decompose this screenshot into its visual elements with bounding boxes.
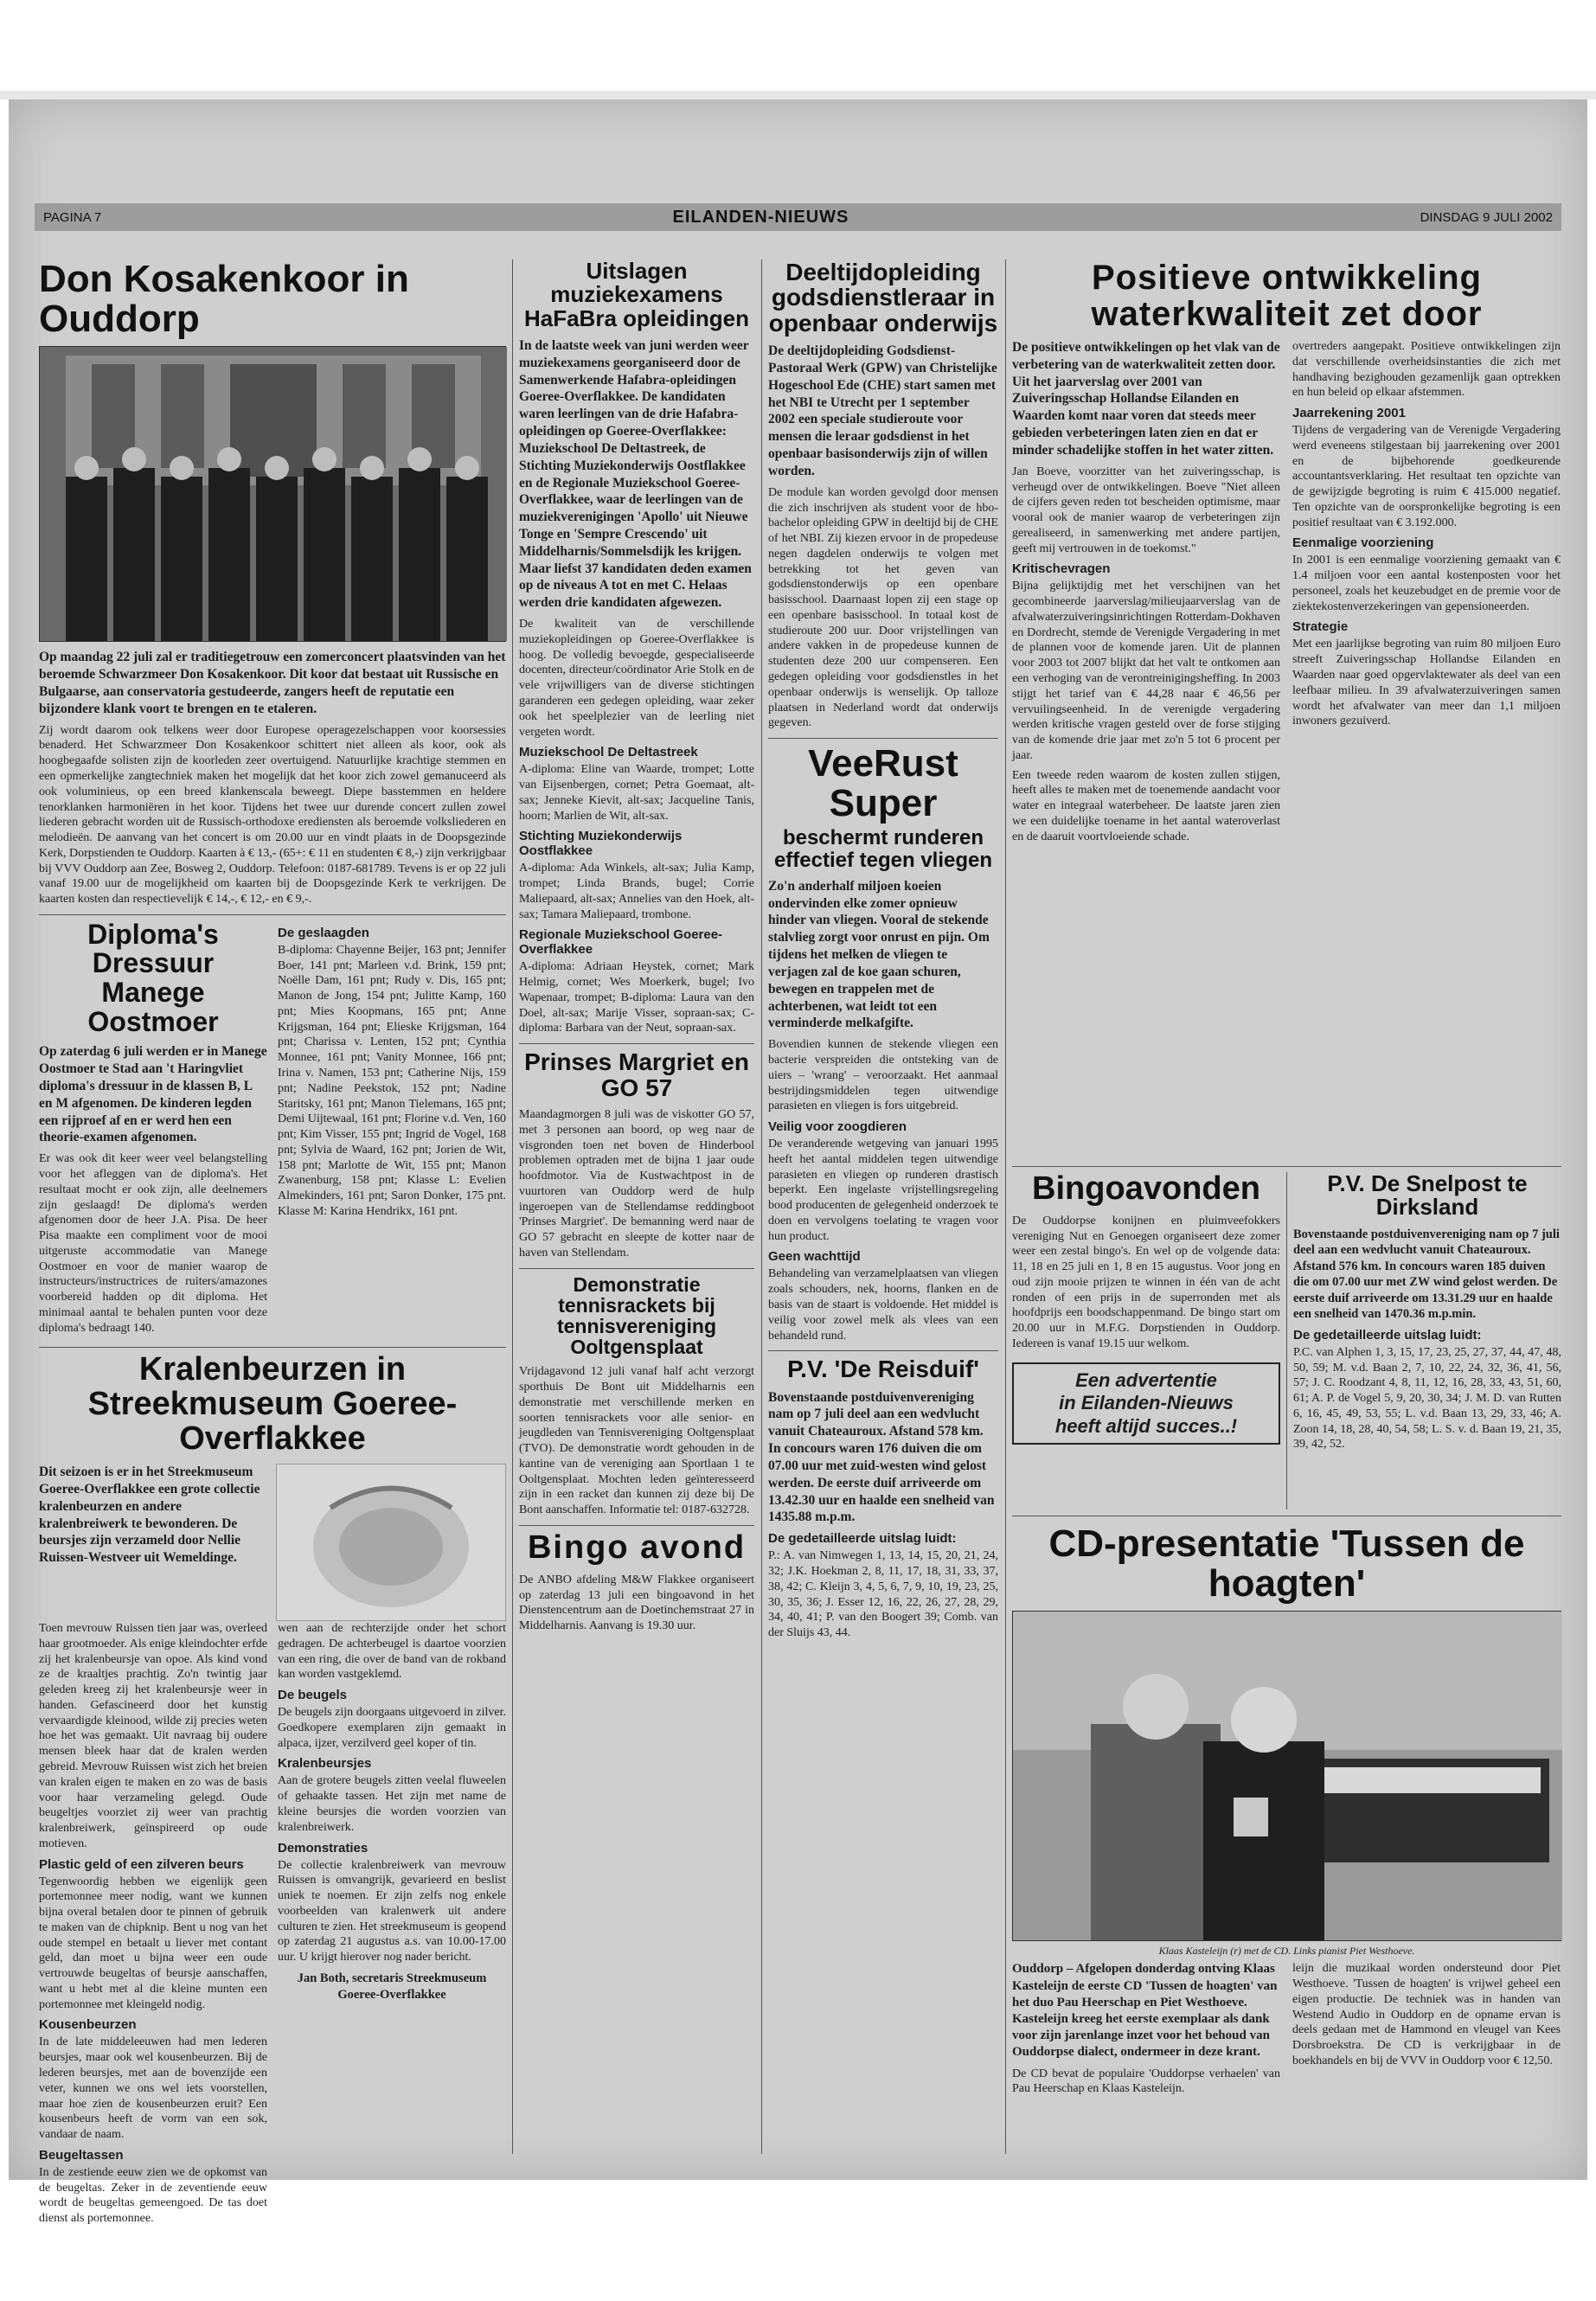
cd-photo — [1012, 1611, 1561, 1941]
snelpost-article — [1293, 1172, 1561, 1509]
kralen-headline: Kralenbeurzen in Streekmuseum Goeree-Overflakkee — [87, 1351, 458, 1458]
dressuur-left — [39, 920, 267, 1341]
kosakenkoor-headline: Don Kosakenkoor in Ouddorp — [39, 258, 409, 341]
column-rule — [512, 260, 513, 2154]
section-divider — [519, 1043, 754, 1044]
snelpost-body: P.C. van Alphen 1, 3, 15, 17, 23, 25, 27, 37, 44, 47, 48, 50, 59; M. v.d. Baan 2, 7, 10, 22, 24, 32, 36, 41, 56, 57; J. C. Roodzant 4, 8, 11, 12, 16, 28, 33, 43, 51, 60, 61; A. P. de Vogel 5, 9, 20, 30, 34; J. M. D. van Rutten 6, 16, 45, 49, 53, 55; L. v.d. Baan 13, 29, 33, 46; A. Zoon 14, 18, 28, 40, 54, 58; L. S. v. d. Baan 19, 21, 35, 39, 42, 52. — [1293, 1345, 1561, 1452]
advert-line-2: in Eilanden-Nieuws — [1059, 1392, 1234, 1414]
veerust-body-3: Behandeling van verzamelplaatsen van vliegen zoals schouders, nek, hoorns, flanken en de basis van de staart is voldoende. Het middel is veilig voor zowel melk als vlees van een behandeld rund. — [768, 1267, 998, 1343]
water-body-3: Een tweede reden waarom de kosten zullen stijgen, heeft alles te maken met de toenemende aandacht voor water en integraal waterbeheer. De laatste jaren zien we een duidelijke toename in het aantal wateroverlast en de daaruit voortvloeiende schade. — [1012, 768, 1280, 843]
cd-lead: Ouddorp – Afgelopen donderdag ontving Klaas Kasteleijn de eerste CD 'Tussen de hoagten' van het duo Pau Heerschap en Piet Westhoeve. Kasteleijn kreeg het eerste exemplaar als dank voor zijn jarenlange inzet voor het behoud van Ouddorpse dialect, ondermeer in deze krant. — [1012, 1962, 1278, 2060]
issue-date: DINSDAG 9 JULI 2002 — [1420, 209, 1553, 225]
kralen-body-7: Aan de grotere beugels zitten veelal fluweelen of gehaakte tassen. Het zijn met name de kleine beursjes die worden voorzien van kralenbreiwerk. — [278, 1774, 506, 1834]
page-number: PAGINA 7 — [43, 209, 102, 225]
veerust-subheadline: beschermt runderen effectief tegen vliegen — [773, 826, 993, 872]
bingo-avond-body: De ANBO afdeling M&W Flakkee organiseert op zaterdag 13 juli een bingoavond in het Dienstencentrum aan de Doetinchemstraat 27 in Middelharnis. Aanvang is 19.30 uur. — [519, 1573, 754, 1633]
bingoavonden-body: De Ouddorpse konijnen en pluimveefokkers vereniging Nut en Genoegen organiseert deze zomer weer een zestal bingo's. En wel op de volgende data: 11, 18 en 25 juli en 1, 8 en 15 augustus. Voor jong en oud zijn mooie prijzen te winnen in één van de acht ronden of een prijs in de superronden met als hoofdprijs een boodschappenmand. De bingo start om 20.00 uur in M.F.G. Dorpstienden in Ouddorp. Iedereen is vanaf 19.15 uur welkom. — [1012, 1214, 1280, 1351]
kralen-col-1 — [39, 1621, 267, 2231]
column-b — [519, 260, 754, 2158]
water-col-1 — [1012, 339, 1280, 849]
dressuur-right — [278, 920, 506, 1341]
water-lead: De positieve ontwikkelingen op het vlak van de verbetering van de waterkwaliteit zetten door. Uit het jaarverslag over 2001 van Zuiveringsschap Hollandse Eilanden en Waarden komt naar voren dat steeds meer gebieden verbeteringen laten zien en dat er minder schadelijke stoffen in het water zitten. — [1012, 340, 1280, 458]
hafabra-headline: Uitslagen muziekexamens HaFaBra opleidingen — [523, 258, 750, 331]
kralen-body-1: Toen mevrouw Ruissen tien jaar was, overleed haar grootmoeder. Als enige kleindochter erfde zij het kralenbeursje van opoe. Als kind vond ze de kraaltjes prachtig. Zo'n twintig jaar geleden kreeg zij het kralenbeursje weer in handen. Gefascineerd door het kunstig vervaardigde kleinood, wilde zij precies weten hoe het was gemaakt. Uit navraag bij oudere mensen bleek haar dat de kralen werden gebreid. Mevrouw Ruissen wist zich het breien van kralen eigen te maken en zo was de basis voor haar verzameling gelegd. Oude beugeltjes voorziet zij weer van prachtig kralenbreiwerk, geïnspireerd op oude motieven. — [39, 1622, 267, 1850]
dressuur-article — [39, 920, 506, 1341]
cd-body-1: De CD bevat de populaire 'Ouddorpse verhaelen' van Pau Heerschap en Klaas Kasteleijn. — [1012, 2067, 1280, 2096]
section-divider — [39, 914, 506, 915]
water-headline: Positieve ontwikkeling waterkwaliteit zet door — [1091, 259, 1483, 333]
cd-col-1 — [1012, 1961, 1280, 2101]
section-divider — [768, 738, 998, 739]
bingoavonden-article — [1012, 1172, 1280, 1509]
advert-box — [1012, 1362, 1280, 1445]
princes-body: Maandagmorgen 8 juli was de viskotter GO 57, met 3 personen aan boord, op weg naar de visgronden toen net boven de Hinderbool problemen optraden met de bijna 1 jaar oude hoofdmotor. Via de Kustwachtpost in de vuurtoren van Ouddorp werd de hulp ingeroepen van de Stellendamse reddingboot 'Prinses Margriet'. De bemanning werd naar de GO 57 gebracht en sleepte de kotter naar de haven van Stellendam. — [519, 1108, 754, 1259]
reisduif-headline: P.V. 'De Reisduif' — [787, 1356, 979, 1383]
hafabra-body: De kwaliteit van de verschillende muziekopleidingen op Goeree-Overflakkee is hoog. De volledig bevoegde, gespecialiseerde docenten, directeur/coördinator Arie Stolk en de vele vrijwilligers van de diverse stichtingen garanderen een gedegen opleiding, waar zeker ook het speelplezier van de leerling niet vergeten wordt. — [519, 618, 754, 739]
kralen-body-5: wen aan de rechterzijde onder het schort gedragen. De achterbeugel is daartoe voorzien van een ring, die over de band van de rokband kan worden vastgeklemd. — [278, 1622, 506, 1682]
section-divider — [1012, 1166, 1561, 1167]
deeltijd-headline: Deeltijdopleiding godsdienstleraar in openbaar onderwijs — [768, 259, 998, 336]
section-divider — [39, 1347, 506, 1348]
snelpost-headline: P.V. De Snelpost te Dirksland — [1327, 1170, 1528, 1221]
advert-line-1: Een advertentie — [1075, 1368, 1217, 1391]
water-col-2 — [1292, 339, 1561, 849]
kralen-intro-row — [39, 1464, 506, 1621]
princes-headline: Prinses Margriet en GO 57 — [524, 1048, 749, 1101]
kralen-body-2: Tegenwoordig hebben we eigenlijk geen portemonnee meer nodig, want we kunnen bijna overal betalen door te pinnen of gebruik te maken van de chipknip. Bent u nog van het oude stempel en betaalt u liever met contant geld, dan moet u bijna weer een oude vertrouwde beugeltas of beursje aanschaffen, want u hebt met al die kleine munten een portemonnee met kleingeld nodig. — [39, 1875, 267, 2011]
cd-body-2: leijn die muzikaal worden ondersteund door Piet Westhoeve. 'Tussen de hoagten' is vrijwel geheel een eigen productie. De techniek was in handen van Westend Audio in Ouddorp en de opname ervan is deels gedaan met de Hammond en vleugel van Kees Dorsbroekstra. De CD is verkrijgbaar in de boekhandels en bij de VVV in Ouddorp voor € 12,50. — [1292, 1962, 1561, 2067]
section-divider — [519, 1525, 754, 1526]
kralen-body-3: In de late middeleeuwen had men lederen beursjes, maar ook wel kousenbeurzen. Bij de lederen beursjes, met aan de bovenzijde een veter, kunnen we ons wel iets voorstellen, maar hoe zien de kousenbeurzen eruit? Een kousenbeurs heeft de vorm van een sok, vandaar de naam. — [39, 2035, 267, 2142]
dressuur-body: Er was ook dit keer weer veel belangstelling voor het afleggen van de diploma's. Het resultaat mocht er ook zijn, alle deelnemers zijn geslaagd! De diploma's werden afgenomen door de heer J.A. Pisa. De heer Pisa maakte een compliment voor de mooi uitgeruste accommodatie van Manege Oostmoer en voor de manier waarop de instructeurs/instructrices de ruiters/amazones voorbereid hadden op dit diploma. Het minimaal aantal te behalen punten voor deze diploma's bedraagt 140. — [39, 1152, 267, 1335]
bingoavonden-headline: Bingoavonden — [1032, 1170, 1260, 1207]
water-sub-3: Eenmalige voorziening — [1292, 535, 1434, 551]
left-column — [39, 258, 506, 2226]
kralen-signature: Jan Both, secretaris Streekmuseum Goeree-Overflakkee — [297, 1971, 487, 2002]
cd-article — [1012, 1524, 1561, 2160]
hafabra-sub-2: Stichting Muziekonderwijs Oostflakkee — [519, 829, 683, 859]
dressuur-list: B-diploma: Chayenne Beijer, 163 pnt; Jennifer Boer, 141 pnt; Marleen v.d. Brink, 159 pnt; Noëlle Dam, 161 pnt; Rudy v. Dis, 165 pnt; Manon de Jong, 154 pnt; Julitte Kamp, 160 pnt; Mies Koopmans, 165 pnt; Anne Krijgsman, 164 pnt; Elieske Krijgsman, 164 pnt; Charissa v. Lenten, 152 pnt; Cynthia Monnee, 161 pnt; Vanity Monnee, 166 pnt; Irina v. Namen, 153 pnt; Catherine Nijs, 159 pnt; Nadine Peekstok, 152 pnt; Nadine Staritsky, 161 pnt; Manon Tielemans, 165 pnt; Demi Uijtewaal, 161 pnt; Florine v.d. Ven, 160 pnt; Kim Visser, 155 pnt; Ingrid de Vogel, 168 pnt; Sylvia de Waard, 162 pnt; Jorien de Wit, 158 pnt; Marlotte de Wit, 155 pnt; Manon Zwanenburg, 158 pnt; Klasse L: Evelien Almekinders, 161 pnt; Saron Donker, 175 pnt. Klasse M: Karina Hendrikx, 161 pnt. — [278, 943, 506, 1218]
water-body-6: In 2001 is een eenmalige voorziening gemaakt van € 1.4 miljoen voor een aantal kostenposten voor het personeel, zoals het keuzebudget en de premie voor de ziektekostenverzekeringen van gepensioneerden. — [1292, 554, 1561, 613]
tennis-headline: Demonstratie tennisrackets bij tennisvereniging Ooltgensplaat — [556, 1272, 717, 1359]
kosakenkoor-lead: Op maandag 22 juli zal er traditiegetrouw een zomerconcert plaatsvinden van het beroemde Schwarzmeer Don Kosakenkoor. Dit koor dat bestaat uit Russische en Bulgaarse, aan conservatoria gestudeerde, zangers heeft de reputatie een bijzondere klank voort te brengen en te etaleren. — [39, 650, 506, 716]
veerust-headline: VeeRust Super — [808, 742, 958, 825]
veerust-body-2: De veranderende wetgeving van januari 1995 heeft het aantal middelen tegen uitwendige parasieten en vliegen op runderen drastisch beperkt. Een ingelaste vrijstellingsregeling bood producenten de gelegenheid onderzoek te doen en vervolgens toelating te vragen voor hun product. — [768, 1138, 998, 1243]
hafabra-list-3: A-diploma: Adriaan Heystek, cornet; Mark Helmig, cornet; Wes Moerkerk, bugel; Ivo Wapenaar, trompet; B-diploma: Laura van den Doel, alt-sax; Marije Visser, sopraan-sax; C-diploma: Barbara van der Neut, sopraan-sax. — [519, 960, 754, 1035]
advert-line-3: heeft altijd succes..! — [1054, 1414, 1238, 1437]
kosakenkoor-body: Zij wordt daarom ook telkens weer door Europese operagezelschappen voor koorsessies benaderd. Het Schwarzmeer Don Kosakenkoor schittert niet alleen als koor, ook als hoogbegaafde solisten zijn de koorleden zeer overtuigend. Natuurlijke krachtige stemmen en een opmerkelijke zangtechniek maken het mogelijk dat het koor zich zowel gemanuceerd als ook voluminieus, op een breed klankenscala beweegt. Diepe basstemmen en heldere tenorklanken harmoniëren in het koor. Tijdens het twee uur durende concert zullen zowel liederen gebracht worden uit de Russisch-orthodoxe erediensten als beroemde volksliederen en melodieën. De aanvang van het concert is om 20.00 uur en vindt plaats in de Doopsgezinde Kerk, Dorpstienden te Ouddorp. Kaarten à € 13,- (65+: € 11 en studenten € 8,-) zijn verkrijgbaar bij VVV Ouddorp aan Zee, Bosweg 2, Ouddorp. Telefoon: 0187-681789. Tevens is er op 22 juli vanaf 19.00 uur de mogelijkheid om kaarten bij de Doopsgezinde Kerk te verkrijgen. De kaarten kosten dan respectievelijk € 14,-, € 12,- en € 9,-. — [39, 723, 506, 907]
kralen-body-row — [39, 1621, 506, 2231]
reisduif-body: P.: A. van Nimwegen 1, 13, 14, 15, 20, 21, 24, 32; J.K. Hoekman 2, 8, 11, 17, 18, 31, 33, 37, 38, 42; C. Kleijn 3, 4, 5, 6, 7, 9, 10, 19, 23, 25, 30, 35, 36; J. Esser 12, 16, 22, 26, 27, 28, 29, 34, 40, 41; P. van den Boogert 39; Comb. van der Sluijs 43, 44. — [768, 1549, 998, 1640]
kralen-sub-4: De beugels — [278, 1688, 348, 1703]
cd-photo-caption: Klaas Kasteleijn (r) met de CD. Links pianist Piet Westhoeve. — [1158, 1945, 1415, 1958]
section-divider — [519, 1268, 754, 1269]
kralen-body-4: In de zestiende eeuw zien we de opkomst van de beugeltas. Zeker in de zeventiende eeuw wordt de beugeltas gemeengoed. De tas doet dienst als portemonnee. — [39, 2165, 267, 2226]
kralen-sub-2: Kousenbeurzen — [39, 2017, 137, 2033]
kralen-sub-5: Kralenbeursjes — [278, 1756, 372, 1772]
cd-photo-image — [1013, 1612, 1562, 1940]
water-body-2: Bijna gelijktijdig met het verschijnen van het gecombineerde jaarverslag/milieujaarverslag van de afvalwaterzuiveringsinrichtingen Rotterdam-Dokhaven en Dordrecht, stemde de Verenigde Vergadering in met de plannen voor de komende jaren. Uit de plannen voor 2003 tot 2007 blijkt dat het valt te ontkomen aan een verhoging van de verontreinigingsheffing. In 2003 stijgt het tarief van € 44,28 naar € 46,56 per vervuilingseenheid. In de verenigde vergadering werden kritische vragen gesteld over de forse stijging van de komende drie jaar met zo'n 5 tot 6 procent per jaar. — [1012, 580, 1280, 762]
kralen-sub-6: Demonstraties — [278, 1840, 369, 1856]
veerust-lead: Zo'n anderhalf miljoen koeien ondervinden elke zomer opnieuw hinder van vliegen. Vooral de stekende stalvlieg zorgt voor onrust en pijn. Om tijdens het melken de vliegen te verjagen zal de koe gaan schuren, bewegen en trappelen met de achterbenen, wat leidt tot een verminderde melkafgifte. — [768, 878, 990, 1031]
hafabra-sub-1: Muziekschool De Deltastreek — [519, 745, 698, 760]
kralen-col-2 — [278, 1621, 506, 2231]
dressuur-list-title: De geslaagden — [278, 925, 369, 940]
veerust-sub-1: Veilig voor zoogdieren — [768, 1119, 907, 1135]
hafabra-list-1: A-diploma: Eline van Waarde, trompet; Lotte van Eijsenbergen, cornet; Petra Goemaat, alt-sax; Jenneke Kievit, alt-sax; Jacqueline Tanis, hoorn; Marlien de Wit, alt-sax. — [519, 763, 754, 823]
water-body-4: overtreders aangepakt. Positieve ontwikkelingen zijn dat verschillende overheidsinstanties die zich met handhaving bezighouden gezamenlijk gaan optrekken en hun beleid op elkaar afstemmen. — [1292, 340, 1561, 400]
veerust-sub-2: Geen wachttijd — [768, 1249, 861, 1265]
dressuur-headline: Diploma's Dressuur Manege Oostmoer — [87, 918, 219, 1037]
hafabra-list-2: A-diploma: Ada Winkels, alt-sax; Julia Kamp, trompet; Linda Brands, bugel; Corrie Maliepaard, alt-sax; Annelies van den Hoek, alt-sax; Tamara Maliepaard, trombone. — [519, 862, 754, 921]
kralen-body-8: De collectie kralenbreiwerk van mevrouw Ruissen is omvangrijk, gevarieerd en beslist uniek te noemen. Er zijn zelfs nog enkele voorbeelden van kralenwerk uit andere culturen te zien. Het streekmuseum is geopend op zaterdag 21 augustus a.s. van 10.00-17.00 uur. U krijgt hierover nog nader bericht. — [278, 1858, 506, 1965]
tennis-body: Vrijdagavond 12 juli vanaf half acht verzorgt sporthuis De Bont uit Middelharnis een demonstratie met verschillende merken en soorten tennisrackets voor alle senior- en jeugdleden van Tennisvereniging Ooltgensplaat (TVO). De demonstratie wordt gehouden in de kantine van de vereniging aan Sportlaan 1 te Ooltgensplaat. Mochten leden geïnteresseerd zijn in een racket dan kunnen zij deze bij De Bont aanschaffen. Informatie tel: 0187-632728. — [519, 1365, 754, 1517]
beaded-purse-image — [277, 1465, 505, 1620]
column-c — [768, 260, 998, 2158]
water-body-7: Met een jaarlijkse begroting van ruim 80 miljoen Euro streeft Zuiveringsschap Hollandse Eilanden en Waarden naar goed opgervlaktewater als deel van een leefbaar milieu. In 39 afvalwaterzuiveringen samen wordt het afvalwater van meer dan 1,1 miljoen inwoners gezuiverd. — [1292, 638, 1561, 728]
water-body-5: Tijdens de vergadering van de Verenigde Vergadering werd eveneens stilgestaan bij jaarrekening over 2001 en de bijbehorende goedkeurende accountantsverklaring. Het resultaat ten opzichte van de gewijzigde begroting is ruim € 415.000 negatief. Ten opzichte van de oorspronkelijke begroting is een positief resultaat van € 3.192.000. — [1292, 424, 1561, 529]
water-article — [1012, 260, 1561, 1159]
water-columns — [1012, 339, 1561, 849]
cd-col-2 — [1292, 1961, 1561, 2101]
reisduif-lead: Bovenstaande postduivenvereniging nam op 7 juli deel aan een wedvlucht vanuit Chateauroux. Afstand 578 km. In concours waren 176 duiven die om 07.00 uur met zuid-westen wind gelost werden. De eerste duif arriveerde om 13.42.30 uur en haalde een snelheid van 1435.88 m.p.m. — [768, 1389, 995, 1525]
reisduif-sub: De gedetailleerde uitslag luidt: — [768, 1531, 957, 1547]
kralen-intro — [39, 1464, 266, 1621]
kralen-sub-1: Plastic geld of een zilveren beurs — [39, 1856, 244, 1872]
kralen-sub-3: Beugeltassen — [39, 2147, 124, 2163]
cd-columns — [1012, 1961, 1561, 2101]
water-body-1: Jan Boeve, voorzitter van het zuiveringsschap, is verheugd over de ontwikkelingen. Boeve "Niet alleen de cijfers geven reden tot bescheiden optimisme, maar vooral ook de manier waarop de verbeteringen zijn gerealiseerd, in samenwerking met andere partijen, geeft mij vertrouwen in de toekomst." — [1012, 465, 1280, 555]
dressuur-lead: Op zaterdag 6 juli werden er in Manege Oostmoer te Stad aan 't Haringvliet diploma's dressuur in de klassen B, L en M afgenomen. De kinderen legden een rijproef af en er werd hen een theorie-examen afgenomen. — [39, 1044, 267, 1145]
beaded-purse-photo — [276, 1464, 506, 1621]
snelpost-lead: Bovenstaande postduivenvereniging nam op 7 juli deel aan een wedvlucht vanuit Chateauroux. Afstand 576 km. In concours waren 185 duiven die om 07.00 uur met ZW wind gelost werden. De eerste duif arriveerde om 13.31.29 uur en haalde een snelheid van 1470.36 m.p.min. — [1293, 1227, 1560, 1322]
scan-edge — [0, 91, 1596, 99]
water-sub-1: Kritischevragen — [1012, 561, 1111, 577]
column-rule — [761, 260, 762, 2154]
cd-headline: CD-presentatie 'Tussen de hoagten' — [1048, 1522, 1525, 1606]
choir-photo — [39, 346, 506, 642]
bingo-avond-headline: Bingo avond — [527, 1529, 747, 1566]
snelpost-sub: De gedetailleerde uitslag luidt: — [1293, 1327, 1482, 1343]
column-rule — [1005, 260, 1006, 2154]
hafabra-sub-3: Regionale Muziekschool Goeree-Overflakkee — [519, 927, 723, 958]
column-rule — [1286, 1172, 1287, 1509]
water-sub-2: Jaarrekening 2001 — [1292, 406, 1406, 421]
choir-photo-image — [40, 347, 507, 641]
deeltijd-body: De module kan worden gevolgd door mensen die zich inschrijven als student voor de hbo-bachelor opleiding GPW in deeltijd bij de CHE of het NBI. Zij kiezen ervoor in de propedeuse negen dagdelen onderwijs te volgen met betrekking tot het geven van godsdienstonderwijs op een openbare basisschool. Daarnaast lopen zij een stage op een openbare basisschool. In totaal kost de studieroute 200 uur. Door vrijstellingen van andere vakken in de propedeuse kunnen de studenten deze 200 uur compenseren. Een gedegen opleiding voor godsdienstles in het openbaar onderwijs is wenselijk. Op talloze plaatsen in Nederland wordt dat onderwijs gegeven. — [768, 485, 998, 730]
deeltijd-lead: De deeltijdopleiding Godsdienst-Pastoraal Werk (GPW) van Christelijke Hogeschool Ede (CHE) start samen met het NBI te Utrecht per 1 september 2002 een speciale studieroute voor mensen die leraar godsdienst in het openbaar basisonderwijs zijn of willen worden. — [768, 343, 997, 478]
veerust-body: Bovendien kunnen de stekende vliegen een bacterie verspreiden die ontsteking van de uiers – 'wrang' – veroorzaakt. Het aanmaal bestrijdingsmiddelen tegen uitwendige parasieten en vliegen is fors uitgebreid. — [768, 1038, 998, 1113]
water-sub-4: Strategie — [1292, 619, 1349, 635]
page-header — [35, 203, 1561, 231]
hafabra-lead: In de laatste week van juni werden weer muziekexamens georganiseerd door de Samenwerkende Hafabra-opleidingen Goeree-Overflakkee. De kandidaten waren leerlingen van de drie Hafabra-opleidingen op Goeree-Overflakkee: Muziekschool De Deltastreek, de Stichting Muziekonderwijs Oostflakkee en de Regionale Muziekschool Goeree-Overflakkee, waar de leerlingen van de muziekverenigingen 'Apollo' uit Nieuwe Tonge en 'Sempre Crescendo' uit Middelharnis/Sommelsdijk les krijgen. Maar liefst 37 kandidaten deden examen op de niveaus A tot en met C. Helaas werden drie kandidaten afgewezen. — [519, 337, 752, 611]
kralen-body-6: De beugels zijn doorgaans uitgevoerd in zilver. Goedkopere exemplaren zijn gemaakt in alpaca, ijzer, verzilverd geel koper of tin. — [278, 1706, 506, 1750]
kralen-lead: Dit seizoen is er in het Streekmuseum Goeree-Overflakkee een grote collectie kralenbeurzen en andere kralenbreiwerk te bewonderen. De beursjes zijn verzameld door Nellie Ruissen-Westveer uit Wemeldinge. — [39, 1465, 260, 1566]
section-divider — [768, 1350, 998, 1351]
masthead: EILANDEN-NIEUWS — [672, 207, 849, 227]
